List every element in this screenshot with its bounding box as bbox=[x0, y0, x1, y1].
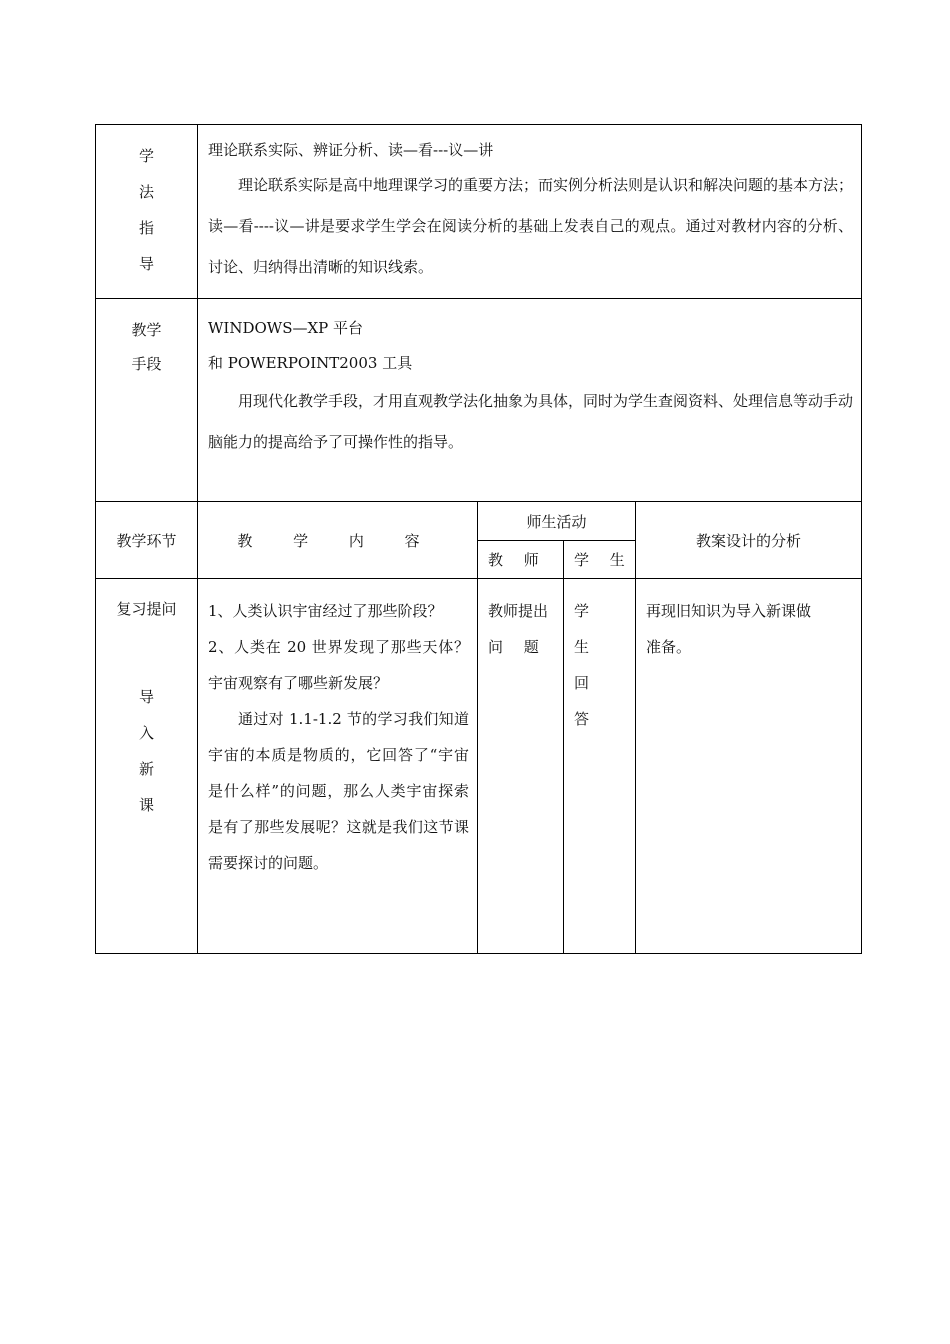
student-cell bbox=[564, 579, 636, 954]
label-char: 导 bbox=[138, 255, 154, 273]
header-content: 教 学 内 容 bbox=[198, 502, 478, 579]
teaching-means-label-cell bbox=[96, 299, 198, 502]
study-method-paragraph: 理论联系实际是高中地理课学习的重要方法；而实例分析法则是认识和解决问题的基本方法；读—看----议—讲是要求学生学会在阅读分析的基础上发表自己的观点。通过对教材内容的分析、讨论、归纳得出清晰的知识线索。 bbox=[208, 176, 854, 276]
teaching-means-label bbox=[96, 299, 197, 381]
study-method-label bbox=[96, 125, 197, 282]
content-paragraph: 通过对 1.1-1.2 节的学习我们知道宇宙的本质是物质的，它回答了“宇宙是什么样”的问题，那么人类宇宙探索是有了那些发展呢？这就是我们这节课需要探讨的问题。 bbox=[208, 710, 469, 872]
teacher-cell bbox=[478, 579, 564, 954]
teaching-means-content bbox=[198, 299, 861, 463]
header-row-1 bbox=[96, 502, 862, 541]
study-method-row bbox=[96, 125, 862, 299]
study-method-title: 理论联系实际、辨证分析、读—看---议—讲 bbox=[208, 141, 494, 159]
study-method-label-cell bbox=[96, 125, 198, 299]
lesson-table bbox=[95, 501, 862, 954]
header-analysis: 教案设计的分析 bbox=[636, 502, 862, 579]
platform-line: WINDOWS—XP 平台 bbox=[208, 319, 364, 337]
lesson-row bbox=[96, 579, 862, 954]
teaching-means-content-cell bbox=[198, 299, 862, 502]
label-char: 指 bbox=[138, 219, 154, 237]
stage-char: 导 bbox=[138, 688, 154, 706]
teacher-line: 教师提出 bbox=[488, 602, 549, 620]
method-means-table bbox=[95, 124, 862, 502]
label-line: 手段 bbox=[131, 355, 162, 373]
header-student: 学 生 bbox=[564, 541, 636, 579]
teacher-line: 问 题 bbox=[488, 638, 547, 656]
label-char: 学 bbox=[138, 147, 154, 165]
header-stage: 教学环节 bbox=[96, 502, 198, 579]
analysis-cell bbox=[636, 579, 862, 954]
stage-char: 入 bbox=[138, 724, 154, 742]
study-method-content-cell bbox=[198, 125, 862, 299]
header-teacher: 教 师 bbox=[478, 541, 564, 579]
question-1: 1、人类认识宇宙经过了那些阶段？ bbox=[208, 602, 443, 620]
student-line: 学 生 bbox=[574, 602, 598, 656]
teaching-means-row bbox=[96, 299, 862, 502]
label-line: 教学 bbox=[131, 321, 162, 339]
stage-char: 课 bbox=[138, 796, 154, 814]
study-method-content bbox=[198, 125, 861, 288]
stage-review: 复习提问 bbox=[116, 600, 177, 618]
tool-line: 和 POWERPOINT2003 工具 bbox=[208, 354, 413, 372]
student-line: 回 答 bbox=[574, 674, 598, 728]
stage-char: 新 bbox=[138, 760, 154, 778]
stage-cell bbox=[96, 579, 198, 954]
label-char: 法 bbox=[138, 183, 154, 201]
content-cell bbox=[198, 579, 478, 954]
teaching-means-paragraph: 用现代化教学手段，才用直观教学法化抽象为具体，同时为学生查阅资料、处理信息等动手动脑能力的提高给予了可操作性的指导。 bbox=[208, 392, 854, 451]
header-activity: 师生活动 bbox=[478, 502, 636, 541]
question-2: 2、人类在 20 世界发现了那些天体？宇宙观察有了哪些新发展？ bbox=[208, 638, 469, 692]
analysis-text: 再现旧知识为导入新课做准备。 bbox=[646, 602, 812, 656]
